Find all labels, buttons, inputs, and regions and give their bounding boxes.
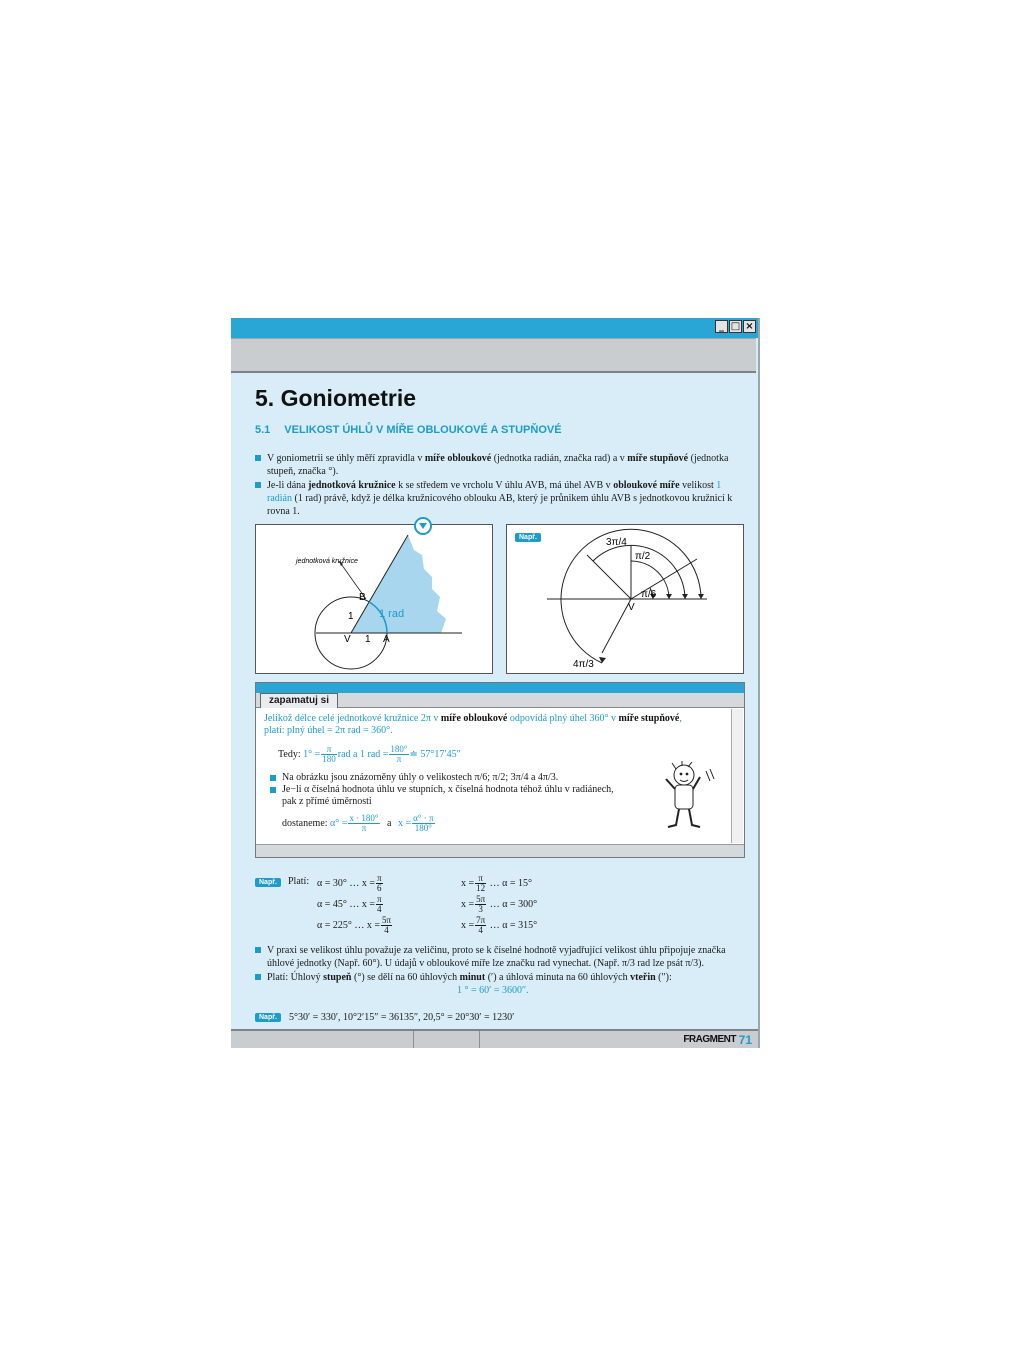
bullet-square-icon	[255, 455, 261, 461]
bullet-square-icon	[270, 787, 276, 793]
example-badge: Např.	[255, 878, 281, 887]
text: Tedy:	[278, 748, 301, 760]
text: (″):	[655, 972, 672, 983]
angles-diagram	[507, 525, 743, 673]
text: (°) se dělí na 60 úhlových	[351, 972, 460, 983]
text: Je−li α číselná hodnota úhlu ve stupních, x číselná hodnota téhož úhlu v radiánech,	[282, 784, 614, 795]
fraction-denominator: 180°	[414, 823, 432, 833]
degree-formula: 1 ° = 60′ = 3600″.	[457, 985, 529, 996]
bullet-paragraph-2	[255, 479, 745, 518]
angle-label-pi6: π/6	[641, 589, 657, 600]
text: x =	[461, 898, 475, 910]
remember-content	[264, 713, 724, 833]
text: α = 30° … x =	[317, 877, 376, 889]
text: (′) a úhlová minuta na 60 úhlových	[485, 972, 631, 983]
figure-unit-circle	[255, 524, 493, 674]
fraction-denominator: 4	[384, 925, 389, 935]
window-titlebar	[231, 318, 758, 338]
fraction-denominator: π	[361, 823, 367, 833]
proportion-formulas	[282, 814, 724, 833]
text: Platí: Úhlový	[267, 972, 324, 983]
bullet-paragraph-4	[255, 971, 745, 984]
fraction-numerator: π	[321, 745, 337, 755]
text: Na obrázku jsou znázorněny úhly o velikostech π/6; π/2; 3π/4 a 4π/3.	[282, 772, 559, 783]
fraction-numerator: x · 180°	[349, 813, 379, 823]
expand-arrow-icon[interactable]	[414, 517, 432, 535]
bullet-paragraph-3	[255, 944, 745, 970]
fraction-numerator: 5π	[382, 915, 392, 925]
text: x =	[461, 877, 475, 889]
fraction-numerator: π	[377, 894, 382, 904]
page-number: 71	[738, 1033, 752, 1047]
text: α = 45° … x =	[317, 898, 376, 910]
fraction-numerator: π	[475, 874, 486, 884]
remember-bullet-2	[270, 784, 662, 808]
bold-term: míře obloukové	[424, 453, 492, 464]
radius-one-label: 1	[348, 611, 354, 622]
text: 1° =	[303, 748, 321, 760]
minimize-button[interactable]: _	[715, 320, 728, 333]
example-degree-to-rad	[317, 874, 384, 893]
tab-zapamatuj-si[interactable]: zapamatuj si	[260, 693, 338, 708]
remember-window-statusbar	[256, 844, 744, 857]
text: odpovídá plný úhel 360° v	[507, 713, 619, 724]
vertex-v-label: V	[628, 602, 635, 613]
bold-term: míře obloukové	[440, 713, 508, 724]
blue-term: 1 radián	[267, 480, 722, 504]
fraction-numerator: 5π	[476, 894, 486, 904]
angle-label-3pi4: 3π/4	[606, 537, 627, 548]
text: pak z přímé úměrnosti	[282, 796, 372, 807]
example-rad-to-degree	[461, 895, 537, 914]
bold-term: obloukové míře	[613, 480, 680, 491]
fraction-denominator: 4	[377, 904, 382, 914]
bullet-square-icon	[255, 974, 261, 980]
page-footer	[231, 1029, 758, 1048]
text: rad a 1 rad =	[337, 748, 389, 760]
one-radian-label: 1 rad	[379, 608, 405, 620]
footer-segment	[231, 1031, 414, 1048]
vertex-v-label: V	[344, 634, 351, 645]
remember-intro	[264, 713, 724, 725]
text: k se středem ve vrcholu V úhlu AVB, má úhel AVB v	[395, 480, 614, 491]
angle-label-pi2: π/2	[635, 551, 651, 562]
text: V goniometrii se úhly měří zpravidla v	[267, 453, 425, 464]
text: a	[387, 817, 392, 829]
text: α° =	[330, 817, 348, 829]
text: … α = 300°	[489, 898, 538, 910]
fraction-denominator: π	[396, 754, 402, 764]
text: x =	[461, 919, 475, 931]
text: ≐ 57°17′45″	[409, 748, 461, 760]
fraction-denominator: 180	[322, 754, 336, 764]
text: Jelikož délce celé jednotkové kružnice 2π v	[264, 713, 441, 724]
bold-term: míře stupňové	[618, 713, 680, 724]
fraction-numerator: π	[377, 873, 382, 883]
fraction-denominator: 3	[478, 904, 483, 914]
fraction-numerator: 180°	[390, 744, 408, 754]
text: (1 rad) právě, když je délka kružnicového oblouku AB, který je průnikem úhlu AVB s jednotkovou kružnicí k rovna 1.	[267, 493, 733, 517]
text: (jednotka stupeň, značka °).	[267, 453, 729, 477]
radius-one-label: 1	[365, 634, 371, 645]
bold-term: míře stupňové	[627, 453, 689, 464]
example-badge: Např.	[515, 533, 541, 542]
circle-label: jednotková kružnice	[296, 558, 358, 565]
fraction-denominator: 12	[476, 883, 486, 893]
bullet-square-icon	[255, 947, 261, 953]
text: ,	[679, 713, 682, 724]
unit-circle-diagram	[256, 525, 492, 673]
fraction-numerator: α° · π	[413, 813, 434, 823]
text: dostaneme:	[282, 817, 328, 829]
section-number: 5.1	[255, 424, 271, 436]
maximize-button[interactable]: □	[730, 321, 741, 332]
figure-angles	[506, 524, 744, 674]
fraction-denominator: 6	[377, 883, 382, 893]
bold-term: jednotková kružnice	[308, 480, 396, 491]
section-title: VELIKOST ÚHLŮ V MÍŘE OBLOUKOVÉ A STUPŇOVÉ	[284, 424, 562, 436]
example-rad-to-degree	[461, 874, 532, 893]
section-heading	[255, 424, 562, 436]
text: Je-li dána	[267, 480, 309, 491]
bold-term: vteřin	[630, 972, 656, 983]
vertical-scrollbar[interactable]	[731, 709, 743, 843]
toolbar	[231, 338, 756, 373]
text: α = 225° … x =	[317, 919, 381, 931]
example-badge: Např.	[255, 1013, 281, 1022]
chapter-title: 5. Goniometrie	[255, 385, 417, 411]
bullet-square-icon	[270, 775, 276, 781]
bullet-paragraph-1	[255, 452, 745, 478]
point-a-label: A	[383, 634, 390, 645]
fraction-denominator: 4	[478, 925, 483, 935]
example-degree-to-rad	[317, 916, 393, 935]
tedy-equation	[278, 745, 724, 764]
text: V praxi se velikost úhlu považuje za veličinu, proto se k číselné hodnotě vyjadřující velikost úhlu připojuje značka úhlové jednotky (Např. 60°). U údajů v obloukové míře lze značku rad vynechat. (Např. π/3 rad lze psát π/3).	[267, 945, 726, 969]
footer-segment	[413, 1031, 480, 1048]
text: … α = 315°	[489, 919, 538, 931]
remember-window	[255, 682, 745, 858]
text: (jednotka radián, značka rad) a v	[491, 453, 628, 464]
text: … α = 15°	[489, 877, 533, 889]
example-rad-to-degree	[461, 916, 537, 935]
bullet-square-icon	[255, 482, 261, 488]
angle-label-4pi3: 4π/3	[573, 659, 594, 670]
window-controls	[715, 320, 756, 333]
bold-term: stupeň	[323, 972, 352, 983]
example-degree-to-rad	[317, 895, 384, 914]
remember-window-titlebar	[256, 683, 744, 693]
close-button[interactable]: ×	[743, 320, 756, 333]
fraction-numerator: 7π	[476, 915, 486, 925]
remember-intro-line2: platí: plný úhel = 2π rad = 360°.	[264, 725, 393, 736]
bold-term: minut	[459, 972, 486, 983]
textbook-page	[231, 318, 760, 1048]
plati-label: Platí:	[288, 876, 310, 887]
point-b-label: B	[359, 592, 366, 603]
publisher-logo: FRAGMENT	[683, 1034, 736, 1045]
remember-bullet-1	[270, 772, 662, 784]
text: velikost	[679, 480, 717, 491]
thinking-cartoon-icon	[660, 761, 716, 835]
text: x =	[398, 817, 412, 829]
conversion-examples: 5°30′ = 330′, 10°2′15″ = 36135″, 20,5° = 20°30′ = 1230′	[289, 1012, 515, 1023]
